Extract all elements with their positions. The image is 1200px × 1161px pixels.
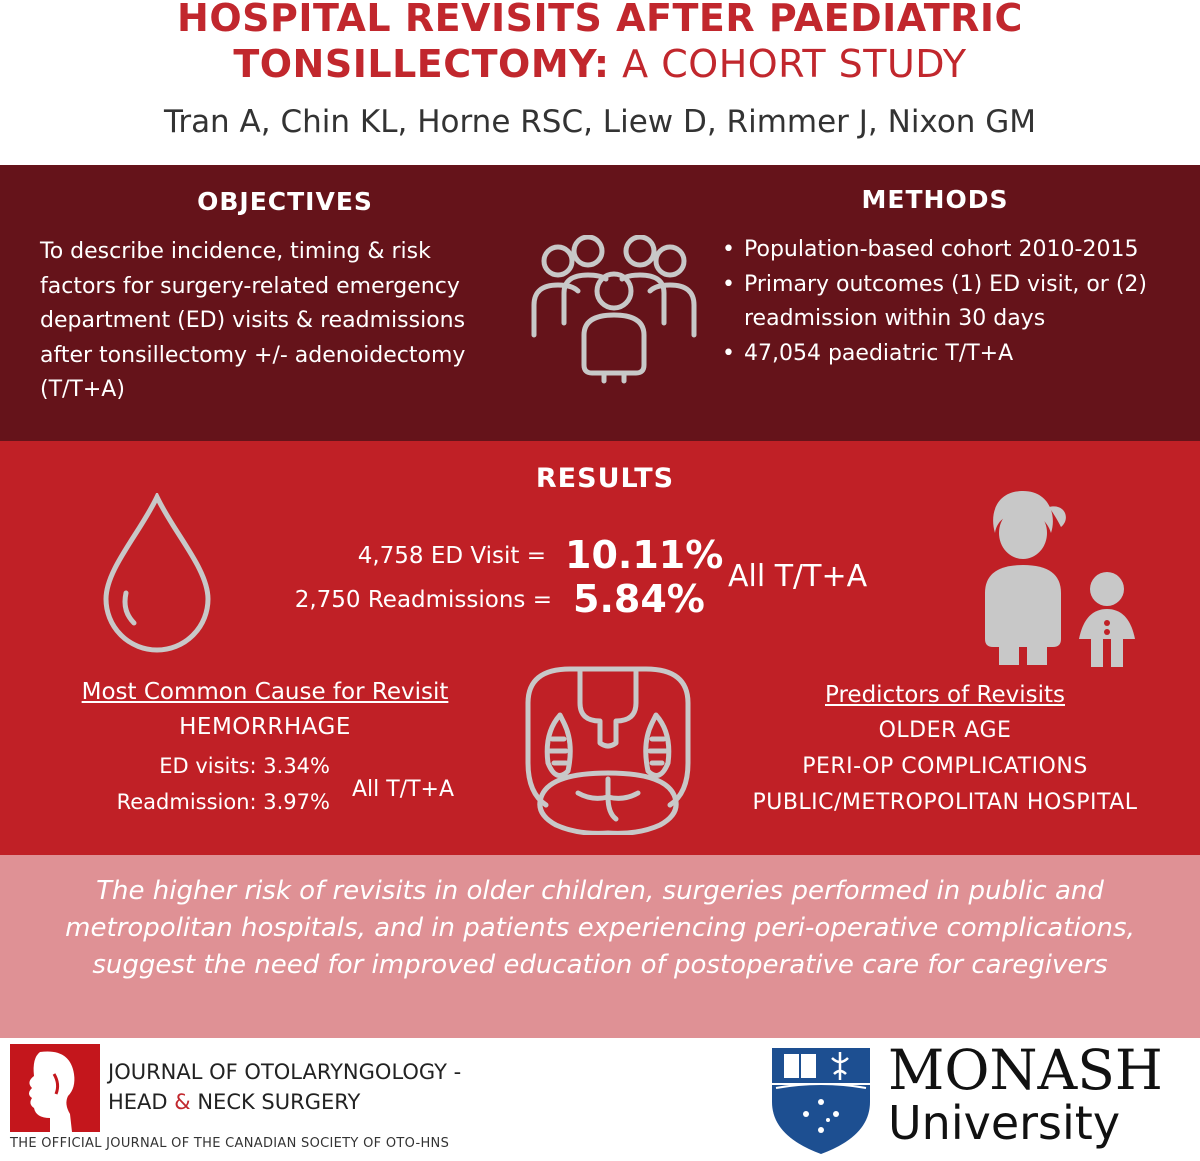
title-line-1: HOSPITAL REVISITS AFTER PAEDIATRIC (177, 0, 1023, 40)
journal-title-line-2 (108, 1090, 360, 1114)
title-line-2-bold: TONSILLECTOMY: (233, 42, 610, 86)
title-line-2-light: A COHORT STUDY (609, 42, 967, 86)
results-heading: RESULTS (535, 463, 675, 494)
cause-heading: Most Common Cause for Revisit (81, 679, 449, 705)
predictor-item: PUBLIC/METROPOLITAN HOSPITAL (752, 790, 1138, 815)
cause-all-tta-label: All T/T+A (352, 777, 455, 802)
cause-main: HEMORRHAGE (179, 714, 351, 740)
blood-drop-icon (100, 493, 214, 653)
journal-title-part: NECK SURGERY (190, 1090, 361, 1114)
monash-wordmark-line-2: University (888, 1096, 1121, 1150)
footer (0, 1038, 1200, 1161)
authors: Tran A, Chin KL, Horne RSC, Liew D, Rimmer J, Nixon GM (163, 104, 1037, 140)
journal-title-line-1: JOURNAL OF OTOLARYNGOLOGY - (108, 1060, 462, 1084)
ed-visit-stat-label: 4,758 ED Visit = (357, 543, 546, 569)
header (0, 0, 1200, 165)
title-line-2 (0, 42, 1200, 86)
cause-readmission: Readmission: 3.97% (116, 790, 330, 814)
conclusion-section (0, 855, 1200, 1038)
monash-crest-icon (766, 1044, 876, 1156)
methods-item: • Primary outcomes (1) ED visit, or (2) readmission within 30 days (720, 268, 1190, 337)
journal-subtitle: THE OFFICIAL JOURNAL OF THE CANADIAN SOCIETY OF OTO-HNS (10, 1136, 450, 1151)
mother-child-icon (975, 489, 1143, 667)
methods-list (720, 233, 1190, 371)
cause-ed-visits: ED visits: 3.34% (159, 754, 330, 778)
predictor-item: PERI-OP COMPLICATIONS (802, 754, 1088, 779)
journal-ampersand: & (174, 1090, 191, 1114)
objectives-text: To describe incidence, timing & risk factors for surgery-related emergency department (ED) visits & readmissions after tonsillectomy +/- adenoidectomy (T/T+A) (40, 239, 466, 402)
readmission-stat-label: 2,750 Readmissions = (294, 587, 552, 613)
methods-heading: METHODS (861, 185, 1009, 214)
all-tta-label: All T/T+A (728, 559, 868, 594)
conclusion-text: The higher risk of revisits in older children, surgeries performed in public and metropolitan hospitals, and in patients experiencing peri-operative complications, suggest the need for improved education of postoperative care for caregivers (65, 876, 1135, 980)
results-section (0, 441, 1200, 855)
monash-wordmark-line-1: MONASH (888, 1038, 1163, 1102)
objectives-heading: OBJECTIVES (197, 187, 373, 216)
predictor-item: OLDER AGE (878, 718, 1012, 743)
methods-item: • Population-based cohort 2010-2015 (720, 233, 1190, 268)
objectives-methods-section (0, 165, 1200, 441)
journal-title-part: HEAD (108, 1090, 175, 1114)
people-group-icon (528, 235, 700, 385)
ed-visit-stat-value: 10.11% (565, 533, 724, 577)
predictors-heading: Predictors of Revisits (825, 682, 1065, 708)
throat-icon (520, 663, 696, 835)
readmission-stat-value: 5.84% (573, 577, 705, 621)
journal-logo-icon (10, 1044, 100, 1132)
methods-item: • 47,054 paediatric T/T+A (720, 337, 1190, 372)
